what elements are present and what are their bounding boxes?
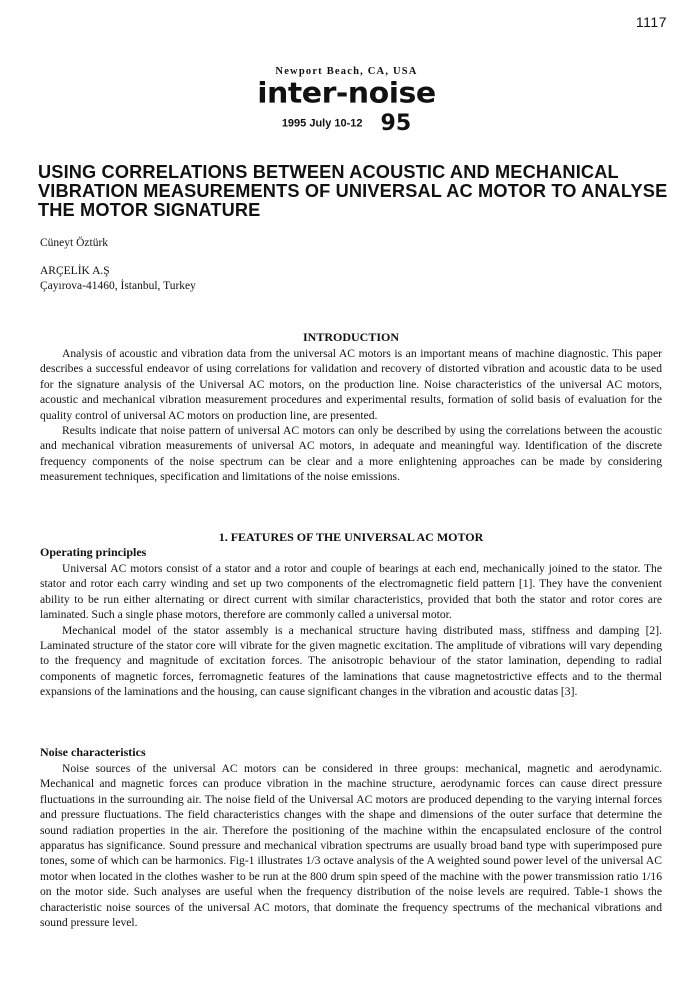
author-affiliation: ARÇELİK A.Ş bbox=[40, 265, 110, 277]
noise-paragraph: Noise sources of the universal AC motors can be considered in three groups: mechanical, magnetic and aerodynamic. Mechanical and magnetic forces can produce vibration in the machine structure, aerodynamic forces can cause direct pressure fluctuations in the surrounding air. The noise field of the Universal AC motors are produced depending to the varying internal forces and pressure fluctuations. The field characteristics changes with the shape and dimensions of the outer surface that determine the sound radiation properties in the air. Therefore the positioning of the machine within the encapsulated enclosure of the control apparatus has significance. Sound pressure and mechanical vibration spectrums are usually broad band type with superimposed pure tones, some of which can be harmonics. Fig-1 illustrates 1/3 octave analysis of the A weighted sound power level of the universal AC motor when located in the clothes washer to be run at the 800 drum spin speed of the machine with the power transmission ratio 1/16 on the motor side. Such analyses are useful when the frequency distribution of the noise levels are required. Table-1 shows the characteristic noise sources of the universal AC motors, that dominate the frequency spectrums of the mechanical vibrations and sound pressure level. bbox=[40, 762, 662, 930]
operating-paragraph: Mechanical model of the stator assembly is a mechanical structure having distributed mass, stiffness and damping [2]. Laminated structure of the stator core will vibrate for the given magnetic excitation. The amplitude of vibrations will vary depending to the frequency and magnitude of excitation forces. The anisotropic behaviour of the stator lamination, depending to radial components of magnetic forces, ferromagnetic features of the laminations that cause magnetostrictive effects and to the thermal expansions of the laminations and the housing, can cause significant changes in the vibration and acoustic datas [3]. bbox=[40, 623, 662, 699]
noise-characteristics-body bbox=[40, 761, 662, 930]
conference-year: 95 bbox=[380, 111, 412, 136]
introduction-heading: INTRODUCTION bbox=[302, 330, 399, 344]
page-number: 1117 bbox=[635, 14, 667, 30]
conference-logo: inter-noise bbox=[257, 76, 436, 111]
conference-location: Newport Beach, CA, USA bbox=[275, 66, 418, 77]
author-name: Cüneyt Öztürk bbox=[40, 237, 109, 249]
conference-date-row bbox=[0, 111, 693, 136]
operating-principles-body bbox=[40, 561, 662, 700]
introduction-paragraph: Results indicate that noise pattern of universal AC motors can only be described by using the correlations between the acoustic and mechanical vibration measurements of universal AC motors, in adequate and meaningful way. Identification of the discrete frequency components of the noise spectrum can be clear and a more enlightening approaches can be made by considering measurement techniques, specification and limitations of the noise emissions. bbox=[40, 424, 662, 484]
operating-paragraph: Universal AC motors consist of a stator and a rotor and couple of bearings at each end, mechanically joined to the stator. The stator and rotor each carry winding and set up two components of the electromagnetic field pattern [1]. They have the convenient ability to be run either alternating or direct current with similar characteristics, provided that both the stator and rotor cores are laminated. Such a single phase motors, therefore are commonly called a universal motor. bbox=[40, 562, 662, 622]
noise-characteristics-heading: Noise characteristics bbox=[40, 745, 146, 759]
author-block bbox=[40, 236, 196, 294]
operating-principles-heading: Operating principles bbox=[40, 545, 147, 559]
paper-title: USING CORRELATIONS BETWEEN ACOUSTIC AND MECHANICAL VIBRATION MEASUREMENTS OF UNIVERSAL AC MOTOR TO ANALYSE THE MOTOR SIGNATURE bbox=[38, 162, 668, 220]
section1-heading: 1. FEATURES OF THE UNIVERSAL AC MOTOR bbox=[218, 530, 484, 544]
conference-date: 1995 July 10-12 bbox=[281, 117, 363, 130]
introduction-body bbox=[40, 346, 662, 485]
conference-header bbox=[0, 66, 693, 136]
introduction-paragraph: Analysis of acoustic and vibration data from the universal AC motors is an important means of machine diagnostic. This paper describes a successful endeavor of using correlations for validation and recovery of distorted vibration and acoustic data to be used for the signature analysis of the Universal AC motors, on the production line. Noise characteristics of the universal AC motors, acoustic and mechanical vibration measurement procedures and experimental results, formation of solid basis of evaluation for the quality control of universal AC motors on production line, are presented. bbox=[40, 347, 662, 422]
author-address: Çayırova-41460, İstanbul, Turkey bbox=[40, 280, 196, 292]
